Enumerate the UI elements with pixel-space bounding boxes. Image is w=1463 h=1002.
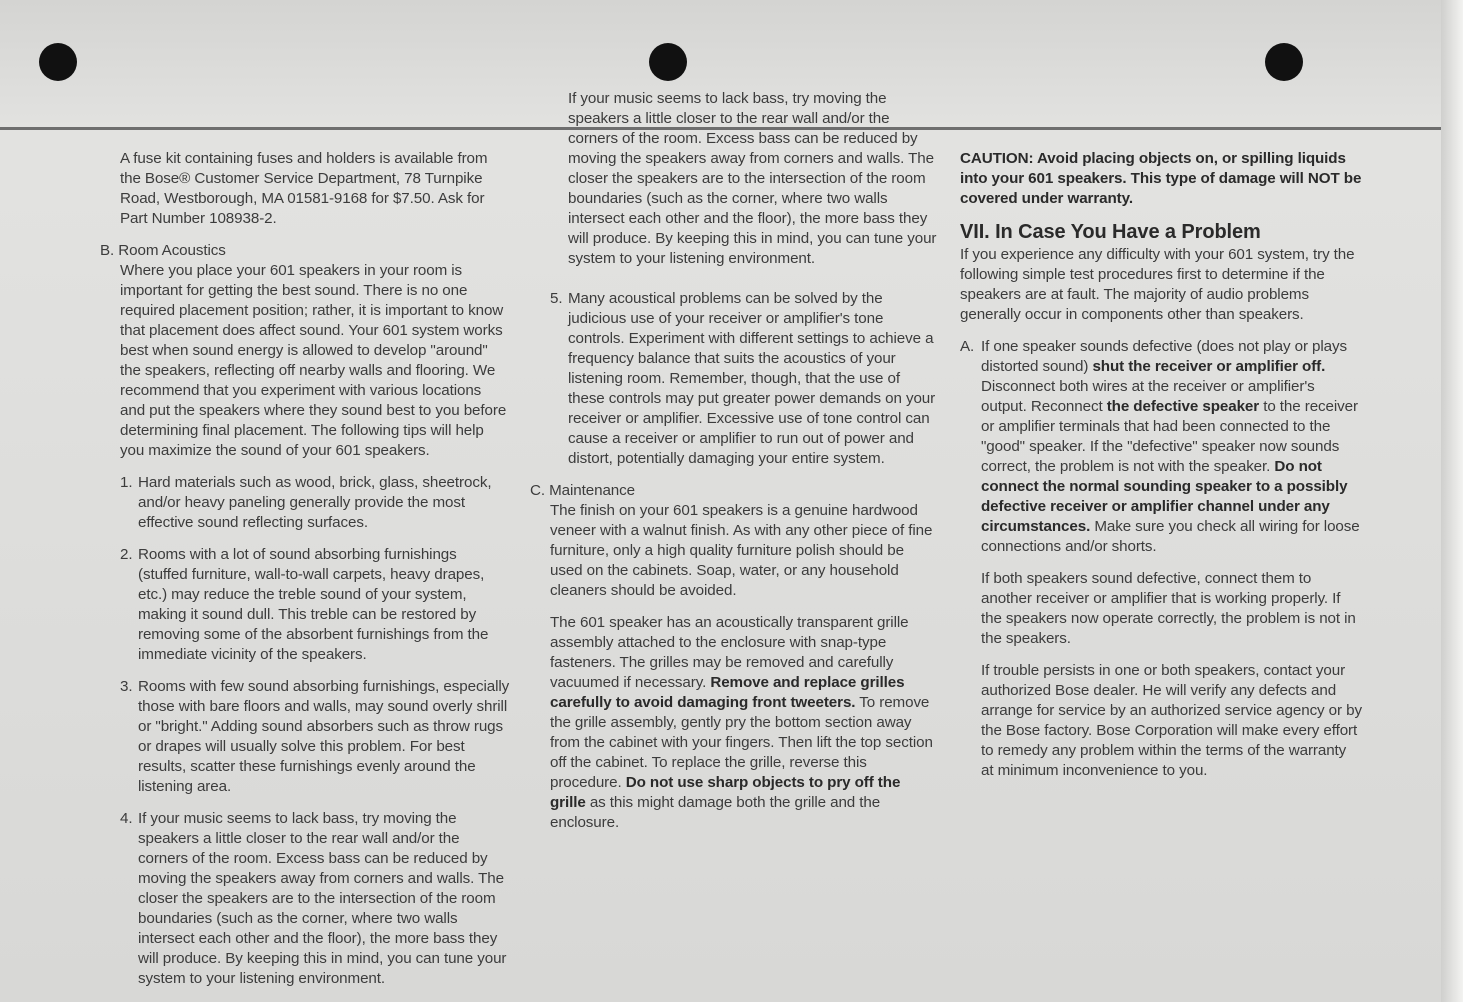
- text-span: The 601 speaker has an acoustically transparent grille assembly attached to the enclosure with snap-type fasteners. The grilles may be removed and carefully vacuumed if necessary.: [550, 614, 909, 691]
- list-text: Rooms with a lot of sound absorbing furnishings (stuffed furniture, wall-to-wall carpets, heavy drapes, etc.) may reduce the treble sound of your system, making it sound dull. This treble can be restored by removing some of the absorbent furnishings from the immediate vicinity of the speakers.: [138, 546, 489, 663]
- list-item: [120, 677, 510, 797]
- step-label: A.: [960, 338, 975, 355]
- column-left: [100, 149, 510, 987]
- column-middle: [530, 90, 938, 833]
- bold-instruction: Do not connect the normal sounding speaker to a possibly defective receiver or amplifier channel under any circumstances.: [981, 458, 1348, 535]
- punch-hole-center: [649, 43, 687, 81]
- bold-warning: Do not use sharp objects to pry off the grille: [550, 774, 901, 811]
- list-number: 2.: [120, 546, 133, 563]
- caution-notice: CAUTION: Avoid placing objects on, or spilling liquids into your 601 speakers. This type of damage will NOT be covered under warranty.: [960, 150, 1362, 207]
- room-acoustics-intro: Where you place your 601 speakers in your room is important for getting the best sound. There is no one required placement position; rather, it is important to know that placement does affect sound. Your 601 system works best when sound energy is allowed to develop "around" the speakers, reflecting off nearby walls and flooring. We recommend that you experiment with various locations and put the speakers where they sound best to you before determining final placement. The following tips will help you maximize the sound of your 601 speakers.: [120, 262, 507, 459]
- punch-hole-right: [1265, 43, 1303, 81]
- text-span: Make sure you check all wiring for loose connections and/or shorts.: [981, 518, 1360, 555]
- list-item: [550, 289, 938, 469]
- text-span: to the receiver or amplifier terminals that had been connected to the "good" speaker. If the "defective" speaker now sounds correct, the problem is not with the speaker.: [981, 398, 1358, 475]
- text-span: If one speaker sounds defective (does not play or plays distorted sound): [981, 338, 1347, 375]
- text-span: Disconnect both wires at the receiver or amplifier's output. Reconnect: [981, 378, 1315, 415]
- maintenance-paragraph-1: The finish on your 601 speakers is a genuine hardwood veneer with a walnut finish. As with any other piece of fine furniture, only a high quality furniture polish should be used on the cabinets. Soap, water, or any household cleaners should be avoided.: [550, 502, 933, 599]
- list-item: [120, 545, 510, 665]
- list-item: [120, 473, 510, 533]
- trouble-persists-paragraph: If trouble persists in one or both speakers, contact your authorized Bose dealer. He will verify any defects and arrange for service by an authorized service agency or by the Bose factory. Bose Corporation will make every effort to remedy any problem within the terms of the warranty at minimum inconvenience to you.: [981, 662, 1362, 779]
- fuse-kit-paragraph: A fuse kit containing fuses and holders is available from the Bose® Customer Service Department, 78 Turnpike Road, Westborough, MA 01581-9168 for $7.50. Ask for Part Number 108938-2.: [120, 150, 488, 227]
- room-acoustics-heading: B. Room Acoustics: [100, 242, 226, 259]
- problem-intro: If you experience any difficulty with your 601 system, try the following simple test procedures first to determine if the speakers are at fault. The majority of audio problems generally occur in components other than speakers.: [960, 246, 1355, 323]
- section-heading: VII. In Case You Have a Problem: [960, 221, 1261, 243]
- bold-instruction: the defective speaker: [1106, 398, 1260, 415]
- step-a-text: [978, 337, 1362, 557]
- list-item-continued: [550, 90, 938, 269]
- page-edge: [1441, 0, 1463, 1002]
- list-item: [120, 809, 510, 987]
- bold-warning: Remove and replace grilles carefully to avoid damaging front tweeters.: [550, 674, 905, 711]
- both-defective-paragraph: If both speakers sound defective, connect them to another receiver or amplifier that is working properly. If the speakers now operate correctly, the problem is not in the speakers.: [981, 570, 1356, 647]
- maintenance-heading: C. Maintenance: [530, 482, 635, 499]
- list-text: If your music seems to lack bass, try moving the speakers a little closer to the rear wall and/or the corners of the room. Excess bass can be reduced by moving the speakers away from corners and walls. The closer the speakers are to the intersection of the room boundaries (such as the corner, where two walls intersect each other and the floor), the more bass they will produce. By keeping this in mind, you can tune your system to your listening environment.: [138, 810, 507, 987]
- list-number: 5.: [550, 290, 563, 307]
- bold-instruction: shut the receiver or amplifier off.: [1092, 358, 1326, 375]
- list-text: If your music seems to lack bass, try moving the speakers a little closer to the rear wall and/or the corners of the room. Excess bass can be reduced by moving the speakers away from corners and walls. The closer the speakers are to the intersection of the room boundaries (such as the corner, where two walls intersect each other and the floor), the more bass they will produce. By keeping this in mind, you can tune your system to your listening environment.: [568, 90, 937, 267]
- column-right: [960, 149, 1362, 781]
- list-number: 1.: [120, 474, 133, 491]
- maintenance-paragraph-2: [530, 613, 938, 833]
- punch-hole-left: [39, 43, 77, 81]
- text-span: To remove the grille assembly, gently pry the bottom section away from the cabinet with your fingers. Then lift the top section off the cabinet. To replace the grille, reverse this procedure.: [550, 694, 933, 791]
- list-number: 4.: [120, 810, 133, 827]
- step-a: [960, 337, 1362, 557]
- text-span: as this might damage both the grille and the enclosure.: [550, 794, 881, 831]
- list-number: 3.: [120, 678, 133, 695]
- list-text: Hard materials such as wood, brick, glass, sheetrock, and/or heavy paneling generally provide the most effective sound reflecting surfaces.: [138, 474, 492, 531]
- list-text: Rooms with few sound absorbing furnishings, especially those with bare floors and walls, may sound overly shrill or "bright." Adding sound absorbers such as throw rugs or drapes will usually solve this problem. For best results, scatter these furnishings evenly around the listening area.: [138, 678, 510, 795]
- list-text: Many acoustical problems can be solved by the judicious use of your receiver or amplifier's tone controls. Experiment with different settings to achieve a frequency balance that suits the acoustics of your listening room. Remember, though, that the use of these controls may put greater power demands on your receiver or amplifier. Excessive use of tone control can cause a receiver or amplifier to run out of power and distort, potentially damaging your entire system.: [568, 290, 936, 467]
